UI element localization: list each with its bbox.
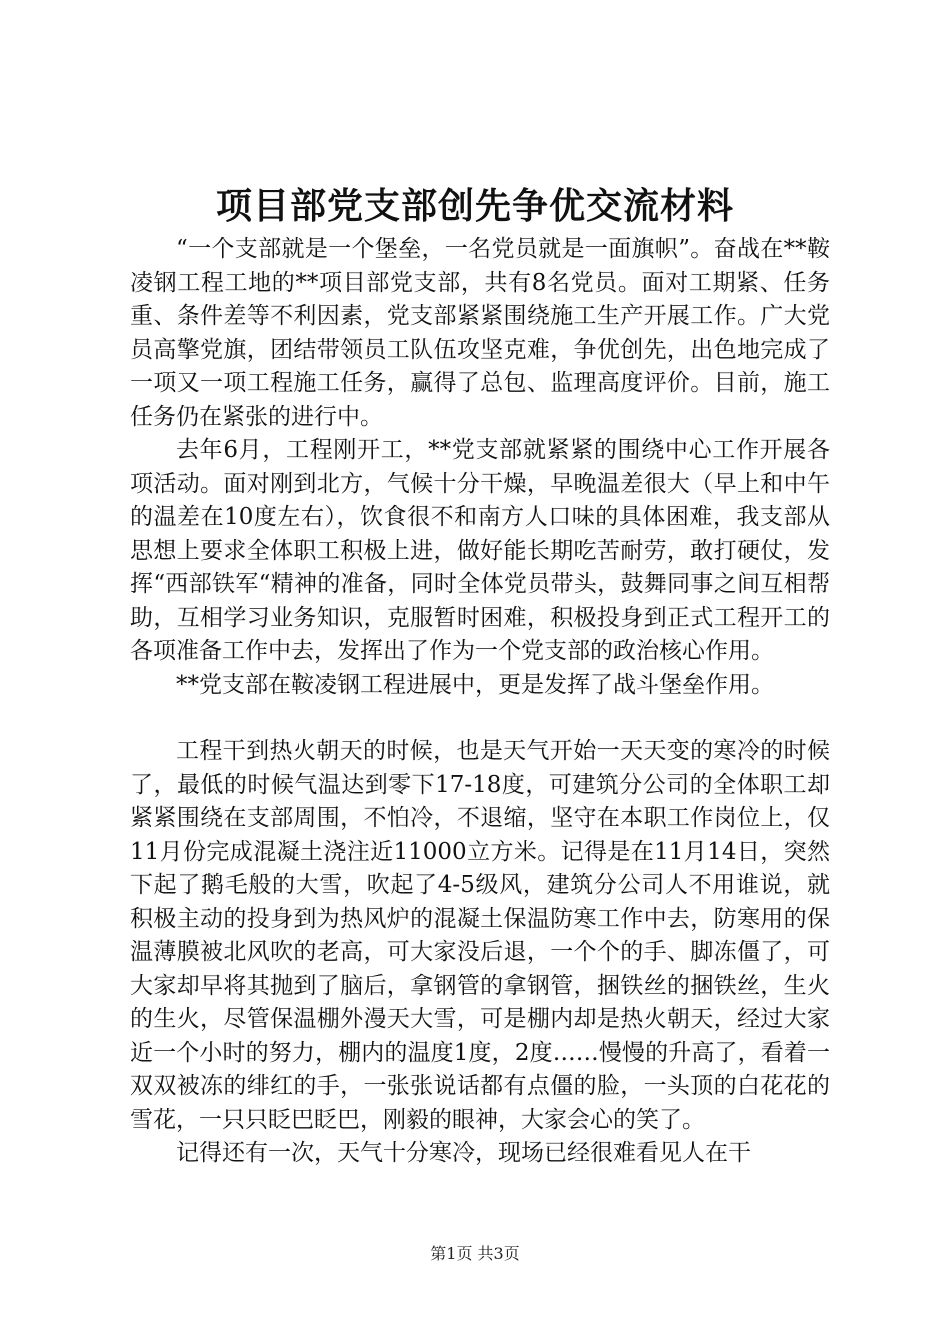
document-title: 项目部党支部创先争优交流材料 (215, 185, 734, 227)
paragraph-4: 工程干到热火朝天的时候，也是天气开始一天天变的寒冷的时候了，最低的时候气温达到零下17-18度，可建筑分公司的全体职工却紧紧围绕在支部周围，不怕冷，不退缩，坚守在本职工作岗位上，仅11月份完成混凝土浇注近11000立方米。记得是在11月14日，突然下起了鹅毛般的大雪，吹起了4-5级风，建筑分公司人不用谁说，就积极主动的投身到为热风炉的混凝土保温防寒工作中去，防寒用的保温薄膜被北风吹的老高，可大家没后退，一个个的手、脚冻僵了，可大家却早将其抛到了脑后，拿钢管的拿钢管，捆铁丝的捆铁丝，生火的生火，尽管保温棚外漫天大雪，可是棚内却是热火朝天，经过大家近一个小时的努力，棚内的温度1度，2度……慢慢的升高了，看着一双双被冻的绯红的手，一张张说话都有点僵的脸，一头顶的白花花的雪花，一只只眨巴眨巴，刚毅的眼神，大家会心的笑了。 (130, 738, 830, 1133)
paragraph-3: **党支部在鞍凌钢工程进展中，更是发挥了战斗堡垒作用。 (176, 671, 774, 698)
paragraph-2: 去年6月，工程刚开工，**党支部就紧紧的围绕中心工作开展各项活动。面对刚到北方，气候十分干燥，早晚温差很大（早上和中午的温差在10度左右），饮食很不和南方人口味的具体困难，我支部从思想上要求全体职工积极上进，做好能长期吃苦耐劳，敢打硬仗，发挥“西部铁军“精神的准备，同时全体党员带头，鼓舞同事之间互相帮助，互相学习业务知识，克服暂时困难，积极投身到正式工程开工的各项准备工作中去，发挥出了作为一个党支部的政治核心作用。 (130, 437, 830, 664)
paragraph-1: “一个支部就是一个堡垒，一名党员就是一面旗帜”。奋战在**鞍凌钢工程工地的**项目部党支部，共有8名党员。面对工期紧、任务重、条件差等不利因素，党支部紧紧围绕施工生产开展工作。广大党员高擎党旗，团结带领员工队伍攻坚克难，争优创先，出色地完成了一项又一项工程施工任务，赢得了总包、监理高度评价。目前，施工任务仍在紧张的进行中。 (130, 236, 830, 430)
page-footer: 第1页 共3页 (430, 1244, 520, 1263)
document-body (130, 233, 830, 1171)
paragraph-5: 记得还有一次，天气十分寒冷，现场已经很难看见人在干 (176, 1140, 751, 1166)
